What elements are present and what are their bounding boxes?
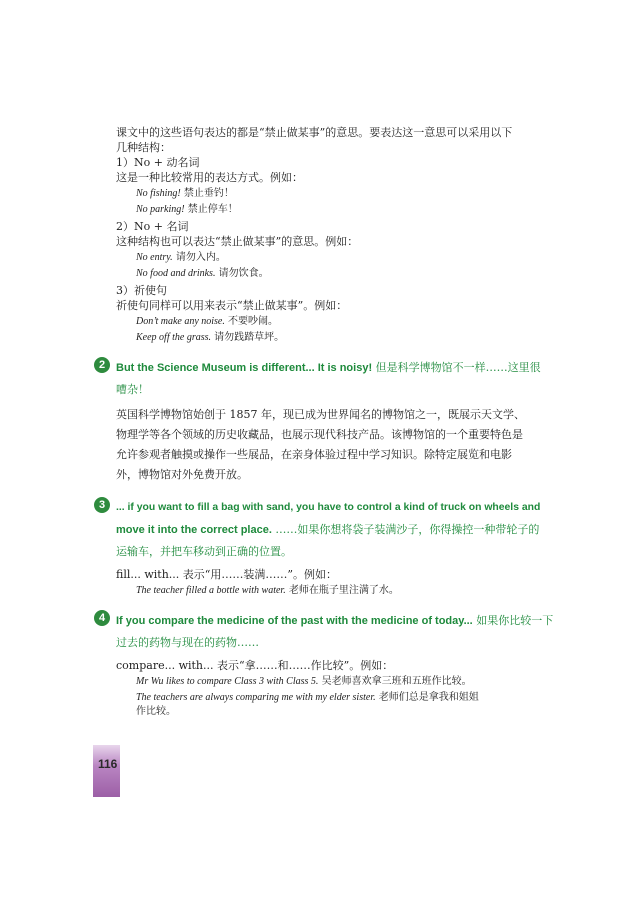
structure-title: 2）No + 名词 bbox=[116, 220, 189, 233]
section-heading-cont: 嘈杂！ bbox=[116, 383, 149, 396]
example: No parking! 禁止停车！ bbox=[136, 204, 238, 215]
section-paragraph: 英国科学博物馆始创于 1857 年，现已成为世界闻名的博物馆之一，既展示天文学、 物理学等各个领域的历史收藏品，也展示现代科技产品。该博物馆的一个重要特色是 允许参观者触摸或操作一些展品，在亲身体验过程中学习知识。除特定展览和电影 外，博物馆对外免费开放。 bbox=[116, 408, 525, 481]
section-heading-cont: 过去的药物与现在的药物…… bbox=[116, 636, 259, 649]
page-number-tab bbox=[93, 745, 120, 797]
section-heading: If you compare the medicine of the past with the medicine of today... 如果你比较一下 bbox=[116, 614, 554, 627]
example: No fishing! 禁止垂钓！ bbox=[136, 188, 234, 199]
section-heading-cont: move it into the correct place. ……如果你想将袋子装满沙子，你得操控一种带轮子的 bbox=[116, 523, 540, 536]
note-section-3 bbox=[98, 497, 544, 598]
usage-note: fill... with... 表示“用……装满……”。例如： bbox=[116, 568, 338, 581]
section-number-badge: 2 bbox=[94, 357, 110, 373]
structure-title: 3）祈使句 bbox=[116, 284, 167, 297]
section-number-badge: 3 bbox=[94, 497, 110, 513]
section-number-badge: 4 bbox=[94, 610, 110, 626]
intro-line: 课文中的这些语句表达的都是“禁止做某事”的意思。要表达这一意思可以采用以下 bbox=[116, 126, 513, 139]
example: Don’t make any noise. 不要吵闹。 bbox=[136, 316, 279, 327]
section-heading-cont: 运输车，并把车移动到正确的位置。 bbox=[116, 545, 292, 558]
structure-desc: 祈使句同样可以用来表示“禁止做某事”。例如： bbox=[116, 299, 348, 312]
example: Mr Wu likes to compare Class 3 with Class 5. 吴老师喜欢拿三班和五班作比较。 bbox=[136, 676, 472, 687]
structure-desc: 这是一种比较常用的表达方式。例如： bbox=[116, 171, 303, 184]
example: Keep off the grass. 请勿践踏草坪。 bbox=[136, 332, 285, 343]
structure-title: 1）No + 动名词 bbox=[116, 156, 200, 169]
page-content bbox=[98, 125, 554, 721]
intro-line: 几种结构： bbox=[116, 141, 171, 154]
note-section-4 bbox=[98, 610, 554, 719]
note-section-2 bbox=[98, 357, 544, 485]
section-heading: ... if you want to fill a bag with sand, you have to control a kind of truck on wheels and bbox=[116, 502, 541, 513]
structure-desc: 这种结构也可以表达“禁止做某事”的意思。例如： bbox=[116, 235, 359, 248]
example: The teachers are always comparing me with my elder sister. 老师们总是拿我和姐姐 bbox=[136, 692, 479, 703]
page-number: 116 bbox=[98, 757, 118, 771]
example-cont: 作比较。 bbox=[136, 706, 176, 717]
example: No food and drinks. 请勿饮食。 bbox=[136, 268, 269, 279]
example: The teacher filled a bottle with water. 老师在瓶子里注满了水。 bbox=[136, 585, 399, 596]
usage-note: compare... with... 表示“拿……和……作比较”。例如： bbox=[116, 659, 394, 672]
example: No entry. 请勿入内。 bbox=[136, 252, 226, 263]
section-heading: But the Science Museum is different... It is noisy! 但是科学博物馆不一样……这里很 bbox=[116, 361, 541, 374]
